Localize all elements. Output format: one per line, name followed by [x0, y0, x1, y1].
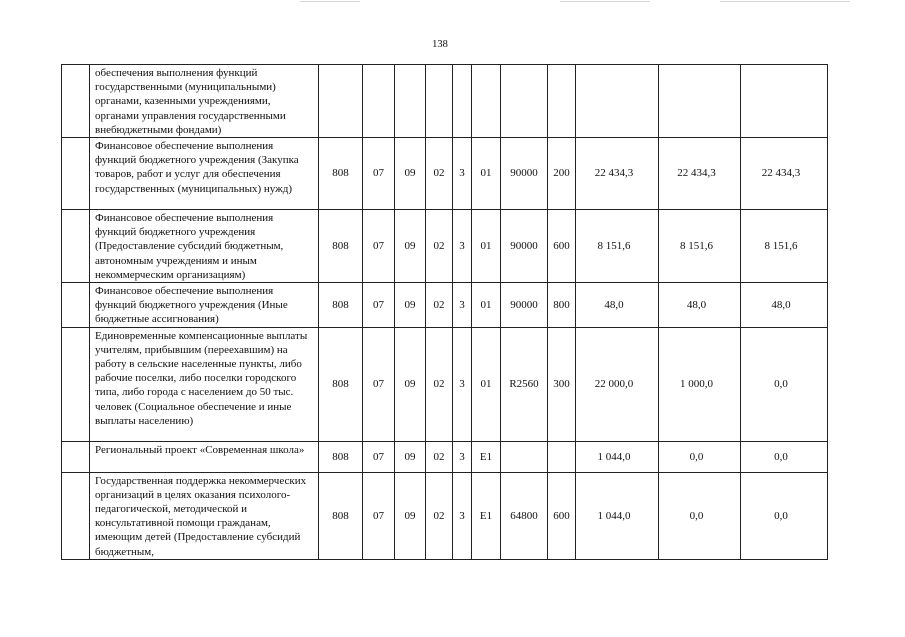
expense-name-cell: обеспечения выполнения функций государственными (муниципальными) органами, казенными учреждениями, органами управления государственными внебюджетными фондами): [90, 65, 319, 138]
amount-year-1-cell: 22 000,0: [576, 327, 659, 441]
row-number-cell: [62, 65, 90, 138]
ministry-code-cell: 808: [319, 441, 363, 472]
amount-year-1-cell: 48,0: [576, 283, 659, 328]
section-code-cell: 07: [363, 327, 395, 441]
amount-year-2-cell: 1 000,0: [659, 327, 741, 441]
expense-name-cell: Финансовое обеспечение выполнения функций бюджетного учреждения (Предоставление субсидий бюджетным, автономным учреждениям и иным некоммерческим организациям): [90, 210, 319, 283]
program-code-cell: 02: [426, 210, 453, 283]
main-event-code-cell: 01: [472, 138, 501, 210]
expense-type-code-cell: 600: [548, 472, 576, 559]
table-body: [62, 65, 828, 560]
main-event-code-cell: E1: [472, 441, 501, 472]
expense-type-code-cell: 300: [548, 327, 576, 441]
program-type-code-cell: [453, 65, 472, 138]
amount-year-2-cell: 0,0: [659, 441, 741, 472]
program-code-cell: 02: [426, 138, 453, 210]
main-event-code-cell: 01: [472, 210, 501, 283]
table-row: [62, 472, 828, 559]
table-row: [62, 327, 828, 441]
amount-year-2-cell: 48,0: [659, 283, 741, 328]
main-event-code-cell: 01: [472, 327, 501, 441]
ministry-code-cell: 808: [319, 210, 363, 283]
program-type-code-cell: 3: [453, 283, 472, 328]
amount-year-1-cell: 8 151,6: [576, 210, 659, 283]
amount-year-3-cell: 48,0: [741, 283, 828, 328]
section-code-cell: 07: [363, 441, 395, 472]
amount-year-3-cell: 0,0: [741, 327, 828, 441]
program-type-code-cell: 3: [453, 441, 472, 472]
row-number-cell: [62, 283, 90, 328]
main-event-code-cell: E1: [472, 472, 501, 559]
ministry-code-cell: 808: [319, 283, 363, 328]
expense-name-cell: Единовременные компенсационные выплаты учителям, прибывшим (переехавшим) на работу в сельские населенные пункты, либо рабочие поселки, либо поселки городского типа, либо города с населением до 50 тыс. человек (Социальное обеспечение и иные выплаты населению): [90, 327, 319, 441]
amount-year-1-cell: 1 044,0: [576, 441, 659, 472]
subsection-code-cell: 09: [395, 138, 426, 210]
program-type-code-cell: 3: [453, 472, 472, 559]
scan-edge-mark: [560, 1, 650, 2]
scan-edge-mark: [720, 1, 850, 2]
amount-year-2-cell: 8 151,6: [659, 210, 741, 283]
row-number-cell: [62, 138, 90, 210]
program-code-cell: 02: [426, 472, 453, 559]
expense-direction-code-cell: 64800: [501, 472, 548, 559]
table-row: [62, 65, 828, 138]
ministry-code-cell: 808: [319, 327, 363, 441]
expense-direction-code-cell: 90000: [501, 138, 548, 210]
expense-direction-code-cell: 90000: [501, 283, 548, 328]
section-code-cell: 07: [363, 210, 395, 283]
expense-name-cell: Региональный проект «Современная школа»: [90, 441, 319, 472]
subsection-code-cell: 09: [395, 210, 426, 283]
ministry-code-cell: 808: [319, 472, 363, 559]
amount-year-2-cell: 0,0: [659, 472, 741, 559]
subsection-code-cell: 09: [395, 472, 426, 559]
scan-edge-mark: [300, 1, 360, 2]
expense-type-code-cell: [548, 441, 576, 472]
amount-year-3-cell: 8 151,6: [741, 210, 828, 283]
ministry-code-cell: [319, 65, 363, 138]
expense-name-cell: Финансовое обеспечение выполнения функций бюджетного учреждения (Закупка товаров, работ и услуг для обеспечения государственных (муниципальных) нужд): [90, 138, 319, 210]
subsection-code-cell: [395, 65, 426, 138]
main-event-code-cell: 01: [472, 283, 501, 328]
subsection-code-cell: 09: [395, 441, 426, 472]
expense-direction-code-cell: 90000: [501, 210, 548, 283]
program-code-cell: [426, 65, 453, 138]
table-row: [62, 441, 828, 472]
expense-direction-code-cell: R2560: [501, 327, 548, 441]
amount-year-3-cell: [741, 65, 828, 138]
amount-year-3-cell: 0,0: [741, 441, 828, 472]
table-row: [62, 283, 828, 328]
row-number-cell: [62, 210, 90, 283]
ministry-code-cell: 808: [319, 138, 363, 210]
expense-direction-code-cell: [501, 441, 548, 472]
row-number-cell: [62, 472, 90, 559]
table-row: [62, 210, 828, 283]
section-code-cell: [363, 65, 395, 138]
budget-allocation-table: [61, 64, 828, 560]
amount-year-2-cell: 22 434,3: [659, 138, 741, 210]
section-code-cell: 07: [363, 138, 395, 210]
table-row: [62, 138, 828, 210]
program-type-code-cell: 3: [453, 327, 472, 441]
expense-name-cell: Финансовое обеспечение выполнения функций бюджетного учреждения (Иные бюджетные ассигнования): [90, 283, 319, 328]
expense-name-cell: Государственная поддержка некоммерческих организаций в целях оказания психолого-педагогической, методической и консультативной помощи гражданам, имеющим детей (Предоставление субсидий бюджетным,: [90, 472, 319, 559]
program-type-code-cell: 3: [453, 138, 472, 210]
amount-year-3-cell: 22 434,3: [741, 138, 828, 210]
expense-type-code-cell: [548, 65, 576, 138]
row-number-cell: [62, 441, 90, 472]
program-code-cell: 02: [426, 283, 453, 328]
expense-type-code-cell: 200: [548, 138, 576, 210]
subsection-code-cell: 09: [395, 283, 426, 328]
amount-year-3-cell: 0,0: [741, 472, 828, 559]
subsection-code-cell: 09: [395, 327, 426, 441]
expense-type-code-cell: 600: [548, 210, 576, 283]
program-type-code-cell: 3: [453, 210, 472, 283]
amount-year-1-cell: 22 434,3: [576, 138, 659, 210]
section-code-cell: 07: [363, 472, 395, 559]
expense-direction-code-cell: [501, 65, 548, 138]
row-number-cell: [62, 327, 90, 441]
main-event-code-cell: [472, 65, 501, 138]
section-code-cell: 07: [363, 283, 395, 328]
program-code-cell: 02: [426, 441, 453, 472]
amount-year-1-cell: 1 044,0: [576, 472, 659, 559]
expense-type-code-cell: 800: [548, 283, 576, 328]
program-code-cell: 02: [426, 327, 453, 441]
page-number: 138: [432, 39, 448, 50]
amount-year-1-cell: [576, 65, 659, 138]
amount-year-2-cell: [659, 65, 741, 138]
